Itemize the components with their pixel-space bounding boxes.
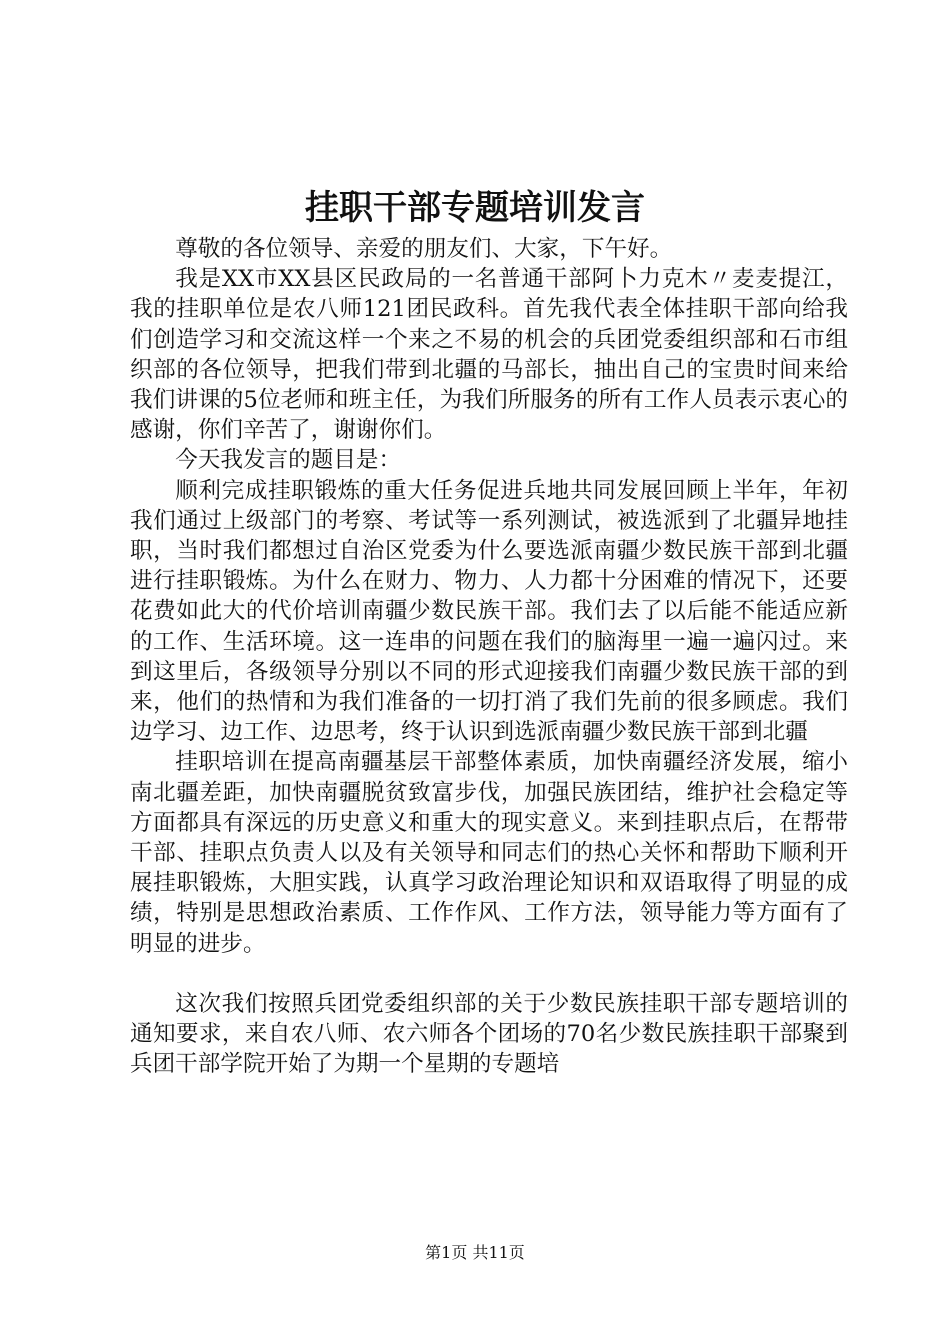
paragraph-introduction: 我是XX市XX县区民政局的一名普通干部阿卜力克木〃麦麦提江，我的挂职单位是农八师121团民政科。首先我代表全体挂职干部向给我们创造学习和交流这样一个来之不易的机会的兵团党委组织部和石市组织部的各位领导，把我们带到北疆的马部长，抽出自己的宝贵时间来给我们讲课的5位老师和班主任，为我们所服务的所有工作人员表示衷心的感谢，你们辛苦了，谢谢你们。 [130, 266, 848, 444]
page-number-footer: 第1页 共11页 [425, 1243, 525, 1262]
paragraph-spacer [130, 959, 848, 989]
paragraph-significance: 挂职培训在提高南疆基层干部整体素质，加快南疆经济发展，缩小南北疆差距，加快南疆脱贫致富步伐，加强民族团结，维护社会稳定等方面都具有深远的历史意义和重大的现实意义。来到挂职点后，在帮带干部、挂职点负责人以及有关领导和同志们的热心关怀和帮助下顺利开展挂职锻炼，大胆实践，认真学习政治理论知识和双语取得了明显的成绩，特别是思想政治素质、工作作风、工作方法，领导能力等方面有了明显的进步。 [130, 749, 848, 957]
paragraph-review: 顺利完成挂职锻炼的重大任务促进兵地共同发展回顾上半年，年初我们通过上级部门的考察、考试等一系列测试，被选派到了北疆异地挂职，当时我们都想过自治区党委为什么要选派南疆少数民族干部到北疆进行挂职锻炼。为什么在财力、物力、人力都十分困难的情况下，还要花费如此大的代价培训南疆少数民族干部。我们去了以后能不能适应新的工作、生活环境。这一连串的问题在我们的脑海里一遍一遍闪过。来到这里后，各级领导分别以不同的形式迎接我们南疆少数民族干部的到来，他们的热情和为我们准备的一切打消了我们先前的很多顾虑。我们边学习、边工作、边思考，终于认识到选派南疆少数民族干部到北疆 [130, 477, 848, 746]
paragraph-training: 这次我们按照兵团党委组织部的关于少数民族挂职干部专题培训的通知要求，来自农八师、农六师各个团场的70名少数民族挂职干部聚到兵团干部学院开始了为期一个星期的专题培 [130, 990, 848, 1078]
paragraph-greeting: 尊敬的各位领导、亲爱的朋友们、大家，下午好。 [175, 236, 673, 262]
paragraph-topic-intro: 今天我发言的题目是： [175, 447, 402, 474]
document-body [130, 234, 848, 1079]
document-title: 挂职干部专题培训发言 [305, 188, 645, 228]
